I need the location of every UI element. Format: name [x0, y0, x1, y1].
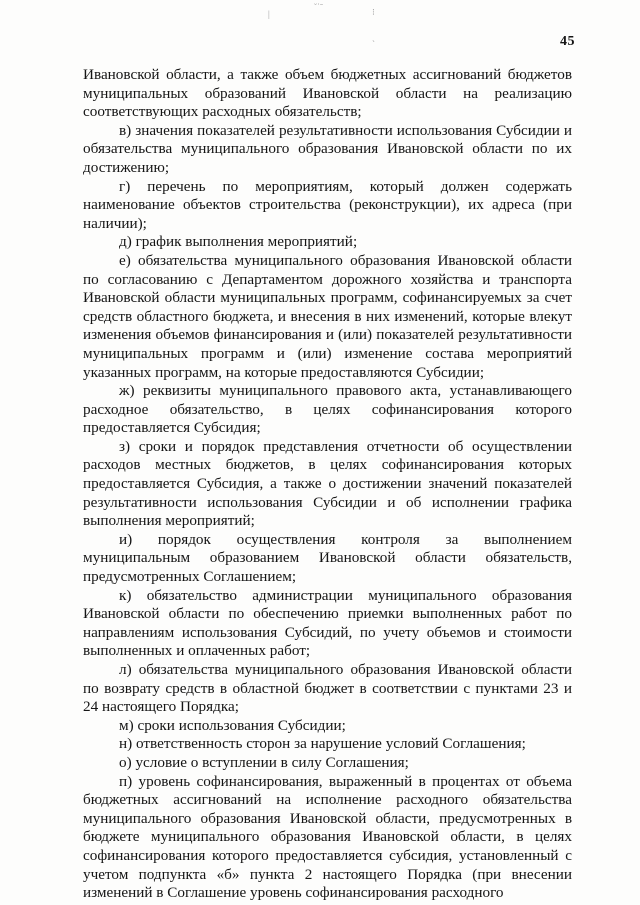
paragraph-item-p: п) уровень софинансирования, выраженный в процентах от объема бюджетных ассигнований на исполнение расходного обязательства муниципального образования Ивановской области, предусмотренных в бюджете муниципального образования Ивановской области, в целях софинансирования которого предоставляется субсидия, установленный с учетом подпункта «б» пункта 2 настоящего Порядка (при внесении изменений в Соглашение уровень софинансирования расходного — [83, 772, 572, 902]
paragraph-continuation: Ивановской области, а также объем бюджетных ассигнований бюджетов муниципальных образований Ивановской области на реализацию соответствующих расходных обязательств; — [83, 66, 572, 121]
paragraph-item-z: з) сроки и порядок представления отчетности об осуществлении расходов местных бюджетов, в целях софинансирования которых предоставляется Субсидия, а также о достижении значений показателей результативности использования Субсидии и об исполнении графика выполнения мероприятий; — [83, 437, 572, 530]
page-number: 45 — [560, 34, 575, 49]
paragraph-item-zh: ж) реквизиты муниципального правового акта, устанавливающего расходное обязательство, в целях софинансирования которого предоставляется Субсидия; — [83, 382, 572, 437]
scan-artifact: ⁝ — [372, 7, 375, 17]
paragraph-item-m: м) сроки использования Субсидии; — [119, 716, 346, 734]
paragraph-item-d: д) график выполнения мероприятий; — [119, 233, 358, 251]
paragraph-item-o: о) условие о вступлении в силу Соглашения; — [119, 753, 409, 771]
paragraph-item-i: и) порядок осуществления контроля за выполнением муниципальным образованием Ивановской области обязательств, предусмотренных Соглашением; — [83, 530, 572, 586]
paragraph-item-l: л) обязательства муниципального образования Ивановской области по возврату средств в областной бюджет в соответствии с пунктами 23 и 24 настоящего Порядка; — [83, 661, 572, 716]
paragraph-item-v: в) значения показателей результативности использования Субсидии и обязательства муниципального образования Ивановской области по их достижению; — [83, 121, 572, 176]
document-body — [83, 66, 572, 903]
scan-artifact: ˎ — [372, 32, 375, 42]
paragraph-item-k: к) обязательство администрации муниципального образования Ивановской области по обеспечению приемки выполненных работ по направлениям использования Субсидий, по учету объемов и стоимости выполненных и оплаченных работ; — [83, 586, 572, 660]
scan-artifact: ˘˙ˉ — [314, 2, 323, 12]
paragraph-item-n: н) ответственность сторон за нарушение условий Соглашения; — [119, 735, 526, 753]
scan-artifact: | — [268, 9, 270, 19]
paragraph-item-e: е) обязательства муниципального образования Ивановской области по согласованию с Департаментом дорожного хозяйства и транспорта Ивановской области муниципальных программ, софинансируемых за счет средств областного бюджета, и внесения в них изменений, которые влекут изменения объемов финансирования и (или) показателей результативности муниципальных программ и (или) изменение состава мероприятий указанных программ, на которые предоставляются Субсидии; — [83, 251, 572, 381]
paragraph-item-g: г) перечень по мероприятиям, который должен содержать наименование объектов строительства (реконструкции), их адреса (при наличии); — [83, 177, 572, 232]
